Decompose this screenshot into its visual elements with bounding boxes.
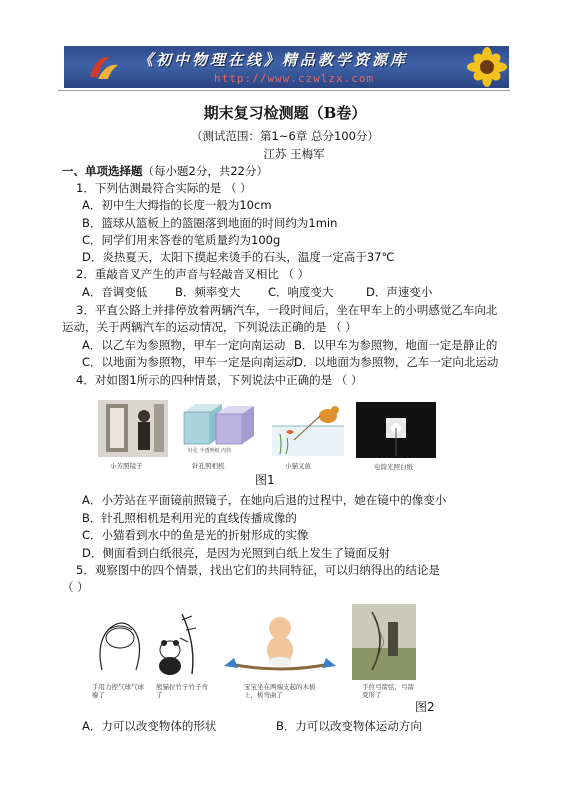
header-divider <box>58 90 510 91</box>
q2-option-a: A．音调变低 <box>82 285 148 299</box>
q2-stem: 2．重敲音叉产生的声音与轻敲音叉相比 （ ） <box>76 267 310 281</box>
q1-stem: 1．下列估测最符合实际的是 （ ） <box>76 181 252 195</box>
q4-option-d: D．侧面看到白纸很亮，是因为光照到白纸上发生了镜面反射 <box>82 546 390 560</box>
banner-title: 《初中物理在线》精品教学资源库 <box>138 51 409 69</box>
sunflower-icon <box>459 46 509 88</box>
q1-option-d: D．炎热夏天，太阳下摸起来烫手的石头，温度一定高于37℃ <box>82 250 395 264</box>
section-heading-label: 一、单项选择题 <box>62 164 143 178</box>
figure2-panda-bamboo <box>152 610 212 676</box>
figure2-label: 图2 <box>415 700 435 714</box>
figure2-caption-3: 宝宝坐在两端支起的木板上，板弯曲了 <box>244 683 316 699</box>
figure2-caption-4: 手拉弓箭弦，弓箭变形了 <box>362 683 414 699</box>
q3-option-c: C．以地面为参照物，甲车一定是向南运动 <box>82 355 298 369</box>
q5-stem-line2: （ ） <box>62 580 89 594</box>
q4-option-a: A．小芳站在平面镜前照镜子，在她向后退的过程中，她在镜中的像变小 <box>82 493 447 507</box>
q5-option-a: A．力可以改变物体的形状 <box>82 719 217 733</box>
figure2-archery <box>352 604 416 680</box>
figure1-cat-fishing <box>272 402 344 456</box>
figure2-caption-1: 手用力捏气球气球瘪了 <box>92 683 144 699</box>
header-banner <box>64 46 509 88</box>
figure1-caption-4: 电筒光照白纸 <box>374 463 413 471</box>
banner-url: http://www.czwlzx.com <box>214 72 375 85</box>
q1-option-c: C．同学们用来答卷的笔质量约为100g <box>82 233 281 247</box>
figure1-label: 图1 <box>255 473 275 487</box>
q4-stem: 4．对如图1所示的四种情景，下列说法中正确的是 （ ） <box>76 373 363 387</box>
test-scope: （测试范围：第1~6章 总分100分） <box>191 129 379 143</box>
q1-option-a: A．初中生大拇指的长度一般为10cm <box>82 198 272 212</box>
author: 江苏 王梅军 <box>263 147 325 161</box>
q3-option-b: B．以甲车为参照物，地面一定是静止的 <box>294 338 498 352</box>
q5-stem-line1: 5．观察图中的四个情景，找出它们的共同特征，可以归纳得出的结论是 <box>76 563 440 577</box>
figure1-flashlight-paper <box>356 402 436 458</box>
q2-option-d: D．声速变小 <box>366 285 433 299</box>
page-title: 期末复习检测题（B卷） <box>203 104 367 122</box>
q4-option-c: C．小猫看到水中的鱼是光的折射形成的实像 <box>82 528 309 542</box>
q3-option-a: A．以乙车为参照物，甲车一定向南运动 <box>82 338 286 352</box>
figure2-balloon-squeeze <box>90 610 150 676</box>
figure1-pinhole-camera <box>182 402 256 454</box>
figure1-caption-1: 小芳照镜子 <box>110 462 143 470</box>
q4-option-b: B．针孔照相机是利用光的直线传播成像的 <box>82 511 297 525</box>
figure1-caption-3: 小猫叉鱼 <box>285 462 311 470</box>
q1-option-b: B．篮球从篮板上的篮圈落到地面的时间约为1min <box>82 216 338 230</box>
q2-option-b: B．频率变大 <box>175 285 241 299</box>
q2-option-c: C．响度变大 <box>268 285 334 299</box>
site-logo-icon <box>86 51 120 83</box>
q3-stem-line1: 3．平直公路上并排停放着两辆汽车，一段时间后，坐在甲车上的小明感觉乙车向北 <box>76 303 498 317</box>
section-heading <box>62 163 268 179</box>
q3-stem-line2: 运动，关于两辆汽车的运动情况，下列说法正确的是 （ ） <box>62 320 357 334</box>
figure1-caption-2: 针孔照相机 <box>192 462 225 470</box>
q5-option-b: B．力可以改变物体运动方向 <box>276 719 422 733</box>
q3-option-d: D．以地面为参照物，乙车一定向北运动 <box>294 355 499 369</box>
figure2-caption-2: 熊猫拉竹子竹子弯了 <box>156 683 208 699</box>
figure1-mirror-image <box>98 400 168 457</box>
section-heading-note: （每小题2分，共22分） <box>142 164 268 178</box>
figure2-baby-on-board <box>224 612 336 678</box>
svg-text:针孔 半透明纸 内筒: 针孔 半透明纸 内筒 <box>188 448 232 454</box>
